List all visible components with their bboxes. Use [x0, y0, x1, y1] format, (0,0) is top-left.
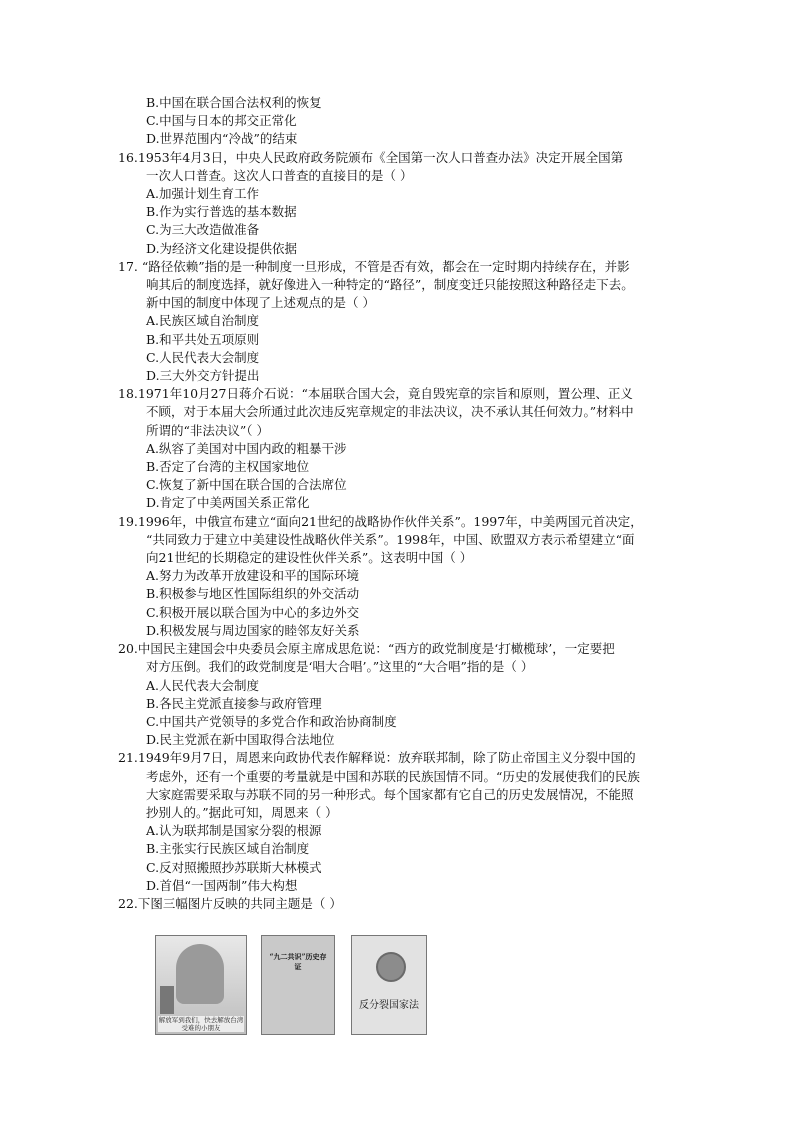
q17-option-a: A.民族区域自治制度 [146, 313, 260, 329]
poster-small-figure [160, 986, 174, 1014]
question-15-tail [118, 94, 708, 149]
q17-stem-line-3: 新中国的制度中体现了上述观点的是（ ） [146, 295, 375, 311]
q15-option-c: C.中国与日本的邦交正常化 [146, 113, 297, 129]
law-cover-title: 反分裂国家法 [359, 1000, 419, 1011]
q15-option-d: D.世界范围内“冷战”的结束 [146, 131, 298, 147]
q21-stem-line-3: 大家庭需要采取与苏联不同的另一种形式。每个国家都有它自己的历史发展情况，不能照 [146, 786, 634, 802]
q16-option-b: B.作为实行普选的基本数据 [146, 204, 297, 220]
q17-stem-line-1: 17. “路径依赖”指的是一种制度一旦形成，不管是否有效，都会在一定时期内持续存在，并影 [118, 258, 630, 274]
q16-stem-line-2: 一次人口普查。这次人口普查的直接目的是（ ） [146, 167, 413, 183]
q21-option-b: B.主张实行民族区域自治制度 [146, 841, 310, 857]
q18-option-a: A.纵容了美国对中国内政的粗暴干涉 [146, 440, 347, 456]
q19-option-b: B.积极参与地区性国际组织的外交活动 [146, 586, 360, 602]
exam-page [118, 94, 708, 913]
q20-stem-line-2: 对方压倒。我们的政党制度是‘唱大合唱’。”这里的“大合唱”指的是（ ） [146, 659, 534, 675]
q17-option-d: D.三大外交方针提出 [146, 368, 260, 384]
anti-secession-law-cover-image [351, 935, 427, 1035]
q19-stem-line-2: “共同致力于建立中美建设性战略伙伴关系”。1998年，中国、欧盟双方表示希望建立“面 [146, 531, 635, 547]
q17-option-b: B.和平共处五项原则 [146, 331, 260, 347]
q19-option-c: C.积极开展以联合国为中心的多边外交 [146, 604, 360, 620]
q21-option-d: D.首倡“一国两制”伟大构想 [146, 877, 298, 893]
propaganda-poster-image [155, 935, 247, 1035]
q20-stem-line-1: 20.中国民主建国会中央委员会原主席成思危说：“西方的政党制度是‘打橄榄球’，一定要把 [118, 641, 615, 657]
q20-option-d: D.民主党派在新中国取得合法地位 [146, 732, 335, 748]
q19-option-a: A.努力为改革开放建设和平的国际环境 [146, 568, 360, 584]
q21-option-c: C.反对照搬照抄苏联斯大林模式 [146, 859, 322, 875]
q18-stem-line-2: 不顾，对于本届大会所通过此次违反宪章规定的非法决议，决不承认其任何效力。”材料中 [146, 404, 634, 420]
question-16 [118, 149, 708, 258]
poster-figure [176, 944, 224, 1004]
q16-option-d: D.为经济文化建设提供依据 [146, 240, 298, 256]
question-17 [118, 258, 708, 385]
q18-option-c: C.恢复了新中国在联合国的合法席位 [146, 477, 347, 493]
q18-stem-line-3: 所谓的“非法决议”（ ） [146, 422, 270, 438]
question-20 [118, 640, 708, 749]
question-22 [118, 895, 708, 913]
book-cover-title: “九二共识”历史存证 [269, 952, 327, 971]
q16-option-c: C.为三大改造做准备 [146, 222, 260, 238]
q17-option-c: C.人民代表大会制度 [146, 349, 260, 365]
q19-stem-line-1: 19.1996年，中俄宣布建立“面向21世纪的战略协作伙伴关系”。1997年，中美两国元首决定， [118, 513, 643, 529]
q22-stem-line-1: 22.下图三幅图片反映的共同主题是（ ） [118, 895, 342, 911]
q21-option-a: A.认为联邦制是国家分裂的根源 [146, 823, 322, 839]
national-emblem-icon [376, 952, 406, 982]
q18-stem-line-1: 18.1971年10月27日蒋介石说：“本届联合国大会，竟自毁宪章的宗旨和原则，置公理、正义 [118, 386, 633, 402]
question-21 [118, 749, 708, 895]
q16-stem-line-1: 16.1953年4月3日，中央人民政府政务院颁布《全国第一次人口普查办法》决定开展全国第 [118, 149, 624, 165]
q17-stem-line-2: 响其后的制度选择，就好像进入一种特定的“路径”，制度变迁只能按照这种路径走下去。 [146, 277, 634, 293]
book-cover-consensus-image [261, 935, 335, 1035]
q19-option-d: D.积极发展与周边国家的睦邻友好关系 [146, 622, 360, 638]
q18-option-b: B.否定了台湾的主权国家地位 [146, 459, 310, 475]
q22-pictures [155, 935, 445, 1035]
q21-stem-line-2: 考虑外，还有一个重要的考量就是中国和苏联的民族国情不同。“历史的发展使我们的民族 [146, 768, 640, 784]
q16-option-a: A.加强计划生育工作 [146, 186, 260, 202]
q20-option-c: C.中国共产党领导的多党合作和政治协商制度 [146, 713, 397, 729]
q19-stem-line-3: 向21世纪的长期稳定的建设性伙伴关系”。这表明中国（ ） [146, 550, 473, 566]
q21-stem-line-4: 抄别人的。”据此可知，周恩来（ ） [146, 804, 338, 820]
question-19 [118, 513, 708, 640]
q21-stem-line-1: 21.1949年9月7日，周恩来向政协代表作解释说：放弃联邦制，除了防止帝国主义分裂中国的 [118, 750, 636, 766]
q15-option-b: B.中国在联合国合法权利的恢复 [146, 95, 322, 110]
q18-option-d: D.肯定了中美两国关系正常化 [146, 495, 310, 511]
q20-option-a: A.人民代表大会制度 [146, 677, 260, 693]
question-18 [118, 385, 708, 512]
poster-caption: 解放军到我们，快去解放台湾受难的小朋友 [158, 1016, 244, 1032]
q20-option-b: B.各民主党派直接参与政府管理 [146, 695, 322, 711]
